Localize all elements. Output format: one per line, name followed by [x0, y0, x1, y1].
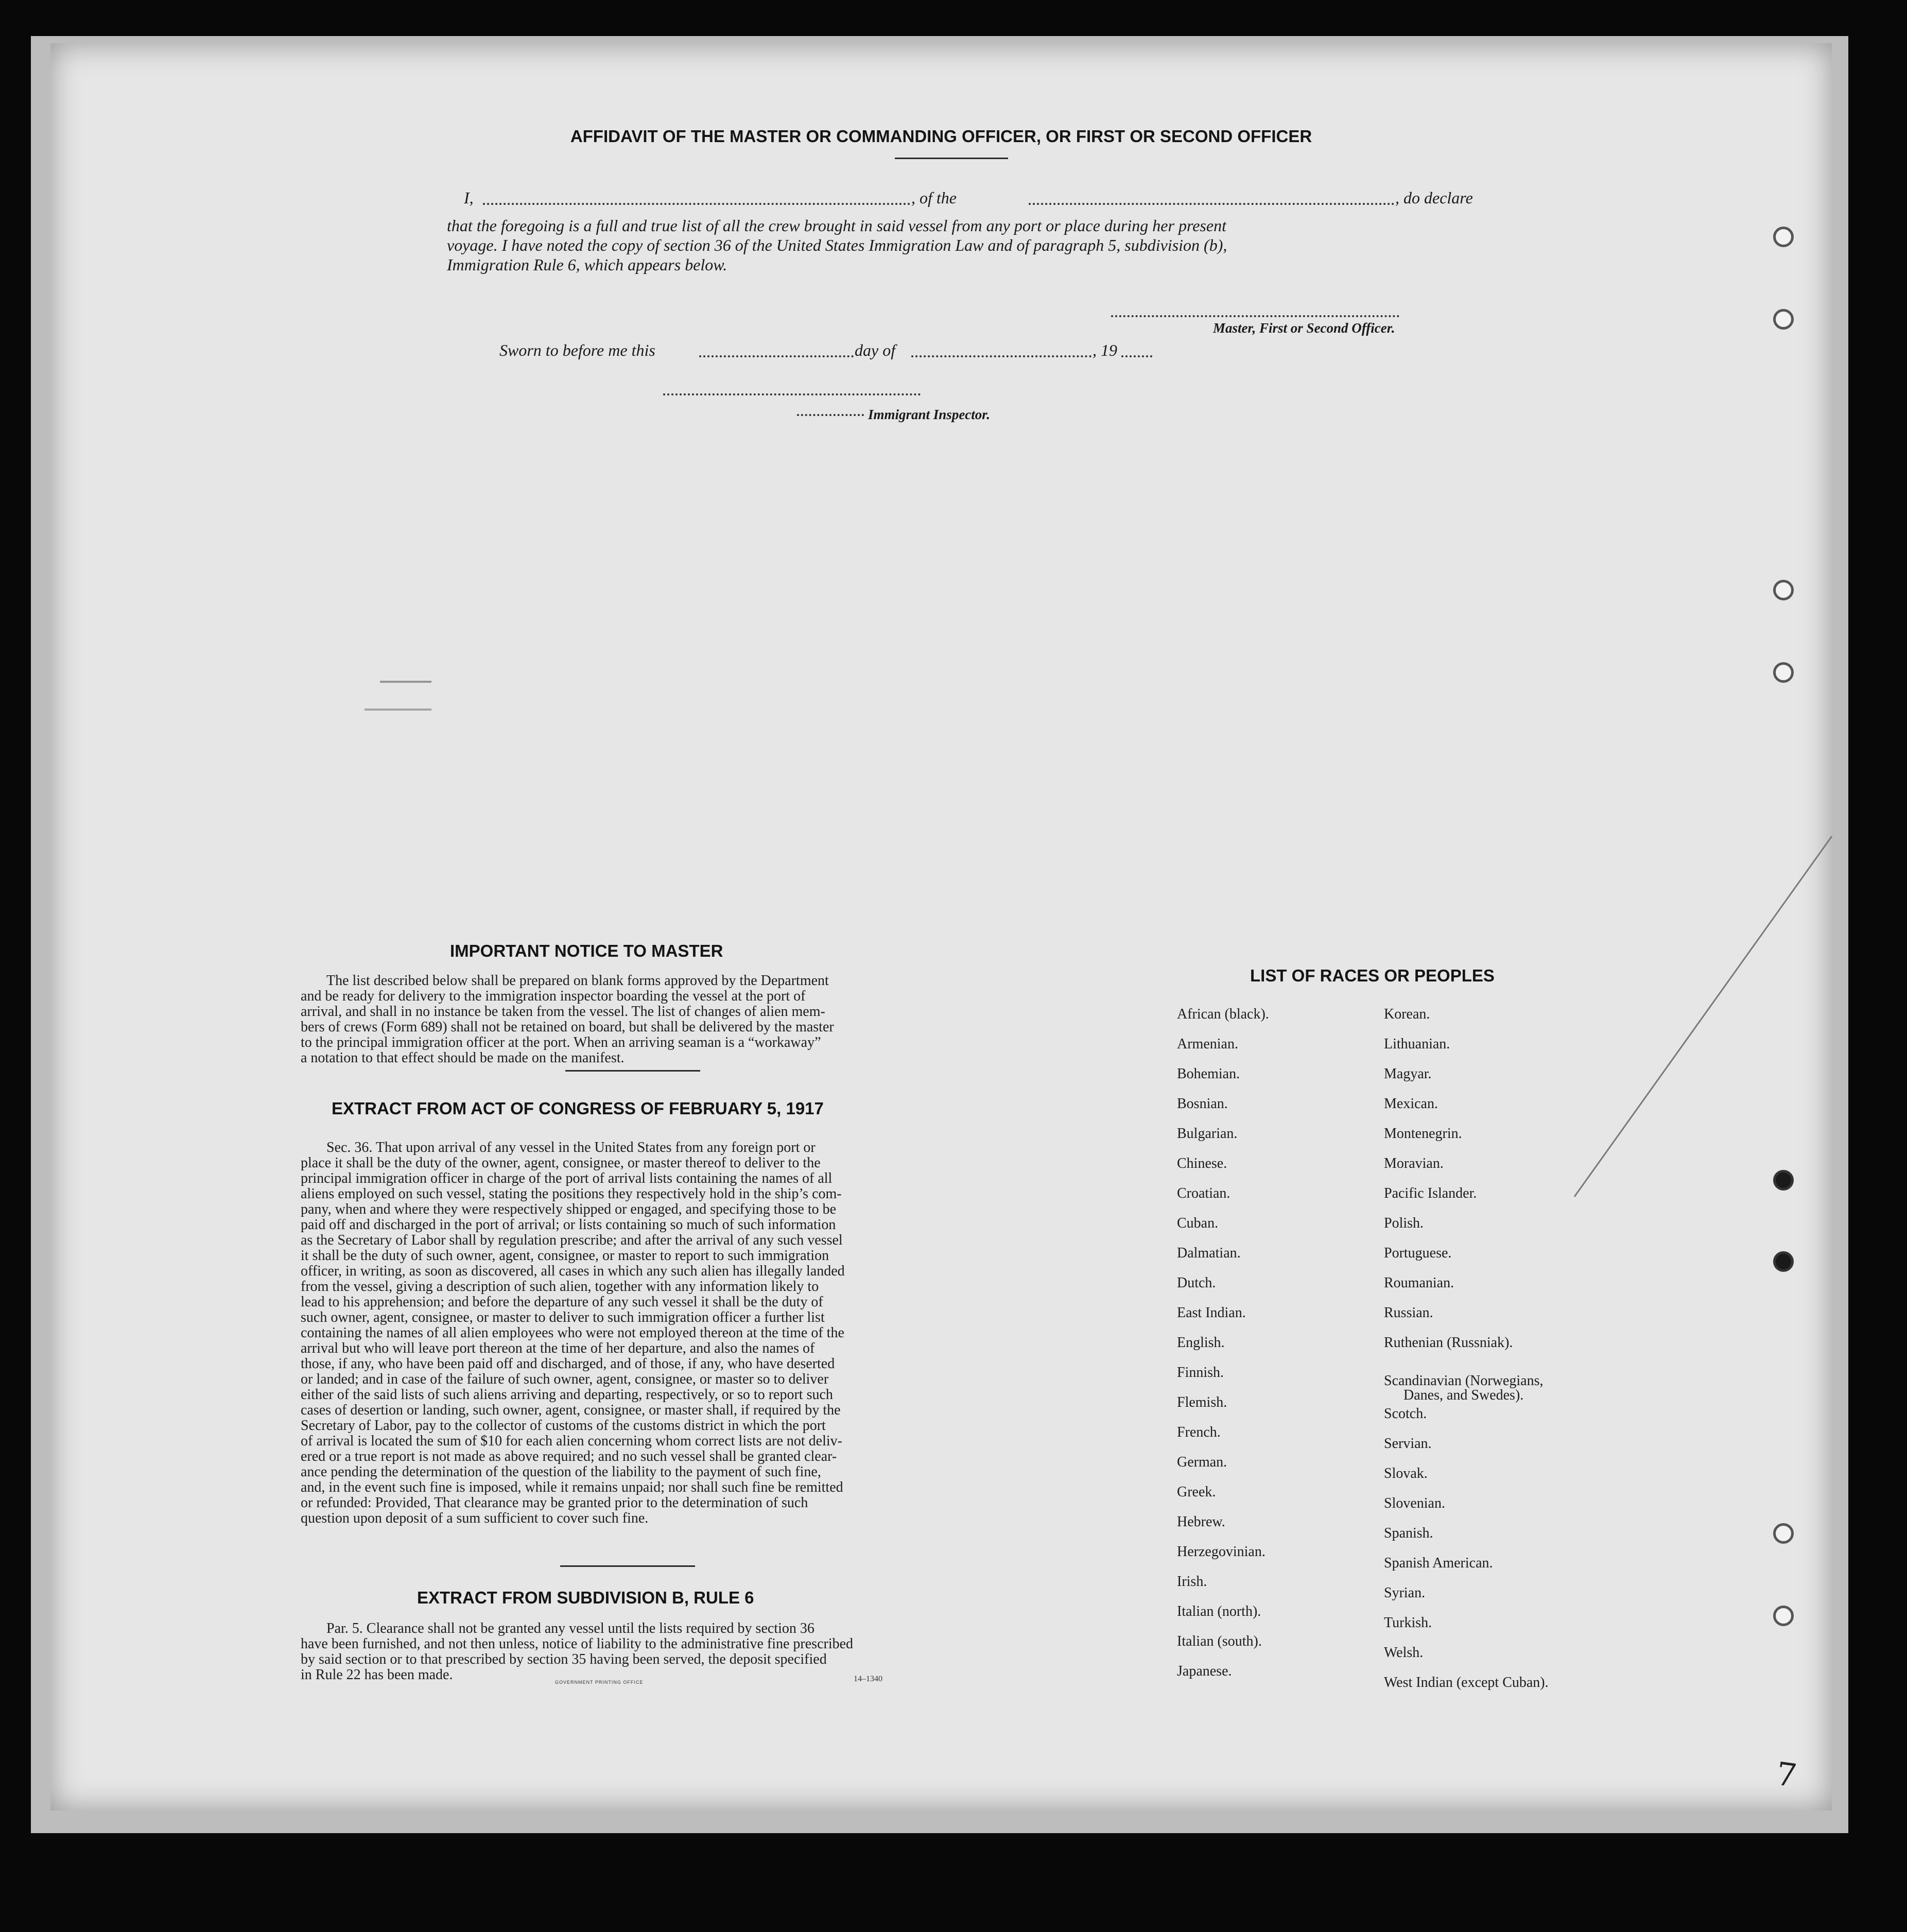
race-left-item: Armenian. — [1177, 1036, 1238, 1052]
race-left-item: Finnish. — [1177, 1365, 1224, 1381]
act-line: Secretary of Labor, pay to the collector of customs of the customs district in which the port — [301, 1418, 826, 1434]
vessel-blank — [1029, 203, 1394, 205]
act-line: question upon deposit of a sum sufficient to cover such fine. — [301, 1510, 649, 1526]
race-left-item: Bohemian. — [1177, 1066, 1240, 1082]
notice-title: IMPORTANT NOTICE TO MASTER — [450, 941, 723, 960]
smudge-mark — [365, 709, 431, 711]
notice-line: arrival, and shall in no instance be taken from the vessel. The list of changes of alien mem- — [301, 1004, 825, 1020]
race-left-item: French. — [1177, 1424, 1221, 1440]
race-right-item: Spanish American. — [1384, 1555, 1493, 1571]
extract-rule-text — [301, 1621, 948, 1683]
race-left-item: Italian (south). — [1177, 1633, 1262, 1649]
affidavit-line-i: I, — [464, 188, 474, 207]
extract-act-text — [301, 1140, 948, 1526]
race-left-item: Bulgarian. — [1177, 1126, 1238, 1142]
act-line: or landed; and in case of the failure of such owner, agent, consignee, or master so to deliver — [301, 1371, 829, 1387]
race-left-item: Dutch. — [1177, 1275, 1216, 1291]
sworn-day-of: day of — [855, 341, 896, 359]
notice-line: bers of crews (Form 689) shall not be retained on board, but shall be delivered by the master — [301, 1019, 834, 1035]
race-left-item: Japanese. — [1177, 1663, 1232, 1679]
race-left-item: East Indian. — [1177, 1305, 1246, 1321]
affidavit-line-2: that the foregoing is a full and true list of all the crew brought in said vessel from any port or place during her present — [447, 216, 1226, 235]
race-right-item: West Indian (except Cuban). — [1384, 1675, 1549, 1691]
act-line: it shall be the duty of such owner, agent, consignee, or master to report to such immigration — [301, 1248, 829, 1264]
signature-blank — [1111, 315, 1399, 317]
act-line: pany, when and where they were respectively shipped or engaged, and specifying those to be — [301, 1201, 837, 1217]
affidavit-do-declare: , do declare — [1395, 188, 1473, 207]
race-left-item: Hebrew. — [1177, 1514, 1225, 1530]
rule-line: have been furnished, and not then unless, notice of liability to the administrative fine prescribed — [301, 1636, 854, 1652]
race-right-item: Russian. — [1384, 1305, 1433, 1321]
paper-crease — [1569, 831, 1837, 1202]
binder-hole — [1773, 1523, 1794, 1544]
act-line: aliens employed on such vessel, stating the positions they respectively hold in the ship’s com- — [301, 1186, 842, 1202]
affidavit-line-3: voyage. I have noted the copy of section 36 of the United States Immigration Law and of paragraph 5, subdivision (b), — [447, 236, 1227, 254]
race-right-item: Mexican. — [1384, 1096, 1438, 1112]
act-line: ered or a true report is not made as above required; and no such vessel shall be granted clear- — [301, 1448, 837, 1464]
binder-hole — [1773, 1251, 1794, 1272]
document-page — [50, 43, 1832, 1810]
rule-line: in Rule 22 has been made. — [301, 1667, 453, 1683]
race-right-item: Montenegrin. — [1384, 1126, 1462, 1142]
race-right-item: Slovenian. — [1384, 1495, 1445, 1511]
race-right-item: Ruthenian (Russniak). — [1384, 1335, 1513, 1351]
inspector-label: Immigrant Inspector. — [868, 407, 991, 422]
notice-line: a notation to that effect should be made on the manifest. — [301, 1050, 625, 1066]
sworn-year-blank — [1121, 355, 1152, 357]
act-line: containing the names of all alien employees who were not employed thereon at the time of the — [301, 1325, 844, 1341]
act-line: and, in the event such fine is imposed, while it remains unpaid; nor shall such fine be remitted — [301, 1479, 843, 1495]
race-right-item: Syrian. — [1384, 1585, 1426, 1601]
act-line: lead to his apprehension; and before the departure of any such vessel it shall be the duty of — [301, 1294, 823, 1310]
act-rule — [560, 1565, 695, 1567]
act-line: cases of desertion or landing, such owner, agent, consignee, or master shall, if required by the — [301, 1402, 841, 1418]
act-line: of arrival is located the sum of $10 for each alien concerning whom correct lists are not deliv- — [301, 1433, 842, 1449]
affidavit-of-the: , of the — [911, 188, 957, 207]
form-number: 14–1340 — [854, 1675, 882, 1683]
race-left-item: Irish. — [1177, 1574, 1207, 1590]
act-line: paid off and discharged in the port of arrival; or lists containing so much of such information — [301, 1217, 836, 1233]
race-right-item: Danes, and Swedes). — [1403, 1387, 1524, 1403]
act-line: arrival but who will leave port thereon at the time of her departure, and also the names of — [301, 1340, 815, 1356]
act-line: officer, in writing, as soon as discovered, all cases in which any such alien has illegally landed — [301, 1263, 845, 1279]
race-left-item: Dalmatian. — [1177, 1245, 1241, 1261]
sworn-year: , 19 — [1093, 341, 1117, 359]
signature-label: Master, First or Second Officer. — [1213, 320, 1395, 336]
act-line: ance pending the determination of the question of the liability to the payment of such fine, — [301, 1464, 821, 1480]
affidavit-line-4: Immigration Rule 6, which appears below. — [447, 255, 727, 274]
race-right-item: Portuguese. — [1384, 1245, 1452, 1261]
race-left-item: Bosnian. — [1177, 1096, 1228, 1112]
sworn-prefix: Sworn to before me this — [499, 341, 655, 359]
act-line: from the vessel, giving a description of such alien, together with any information likely to — [301, 1279, 819, 1295]
race-left-item: Flemish. — [1177, 1394, 1227, 1410]
handwritten-mark: 7 — [1774, 1754, 1799, 1795]
race-left-item: African (black). — [1177, 1006, 1269, 1022]
race-left-item: Croatian. — [1177, 1185, 1230, 1201]
race-right-item: Servian. — [1384, 1436, 1432, 1452]
binder-hole — [1773, 309, 1794, 330]
race-right-item: Moravian. — [1384, 1155, 1444, 1171]
act-line: either of the said lists of such aliens arriving and departing, respectively, or so to report such — [301, 1387, 833, 1403]
smudge-mark — [380, 681, 431, 683]
act-line: place it shall be the duty of the owner, agent, consignee, or master thereof to deliver to the — [301, 1155, 821, 1171]
printer-imprint: GOVERNMENT PRINTING OFFICE — [555, 1680, 644, 1685]
binder-hole — [1773, 227, 1794, 247]
race-right-item: Roumanian. — [1384, 1275, 1454, 1291]
extract-act-title: EXTRACT FROM ACT OF CONGRESS OF FEBRUARY 5, 1917 — [332, 1099, 824, 1118]
race-left-item: Chinese. — [1177, 1155, 1227, 1171]
race-right-item: Magyar. — [1384, 1066, 1432, 1082]
race-right-item: Scandinavian (Norwegians, — [1384, 1373, 1544, 1389]
affidavit-title-rule — [895, 158, 1008, 159]
race-right-item: Pacific Islander. — [1384, 1185, 1477, 1201]
race-right-item: Scotch. — [1384, 1406, 1427, 1422]
race-left-item: Italian (north). — [1177, 1603, 1261, 1619]
notice-text — [301, 973, 948, 1066]
race-right-item: Welsh. — [1384, 1645, 1424, 1661]
inspector-signature-blank — [663, 393, 921, 395]
races-title: LIST OF RACES OR PEOPLES — [1250, 966, 1495, 985]
binder-hole — [1773, 662, 1794, 683]
act-line: or refunded: Provided, That clearance may be granted prior to the determination of such — [301, 1495, 808, 1511]
sworn-month-blank — [911, 355, 1091, 357]
extract-rule-title: EXTRACT FROM SUBDIVISION B, RULE 6 — [417, 1588, 754, 1607]
notice-line: and be ready for delivery to the immigration inspector boarding the vessel at the port of — [301, 988, 806, 1004]
race-right-item: Spanish. — [1384, 1525, 1433, 1541]
notice-line: to the principal immigration officer at the port. When an arriving seaman is a “workaway” — [301, 1034, 821, 1050]
race-right-item: Turkish. — [1384, 1615, 1432, 1631]
race-right-item: Korean. — [1384, 1006, 1430, 1022]
race-left-item: German. — [1177, 1454, 1227, 1470]
race-left-item: Herzegovinian. — [1177, 1544, 1265, 1560]
rule-line: Par. 5. Clearance shall not be granted any vessel until the lists required by section 36 — [326, 1620, 814, 1636]
act-line: Sec. 36. That upon arrival of any vessel in the United States from any foreign port or — [326, 1140, 816, 1155]
act-line: as the Secretary of Labor shall by regulation prescribe; and after the arrival of any such vessel — [301, 1232, 843, 1248]
race-left-item: Greek. — [1177, 1484, 1216, 1500]
affidavit-title: AFFIDAVIT OF THE MASTER OR COMMANDING OFFICER, OR FIRST OR SECOND OFFICER — [570, 127, 1312, 146]
race-right-item: Slovak. — [1384, 1465, 1428, 1481]
binder-hole — [1773, 580, 1794, 600]
binder-hole — [1773, 1606, 1794, 1626]
inspector-prefix-blank — [797, 414, 864, 416]
rule-line: by said section or to that prescribed by section 35 having been served, the deposit specified — [301, 1651, 827, 1667]
race-left-item: Cuban. — [1177, 1215, 1219, 1231]
notice-rule — [565, 1070, 700, 1072]
act-line: those, if any, who have been paid off and discharged, and of those, if any, who have deserted — [301, 1356, 835, 1372]
race-right-item: Lithuanian. — [1384, 1036, 1450, 1052]
name-blank — [483, 203, 910, 205]
act-line: such owner, agent, consignee, or master to deliver to such immigration officer a further list — [301, 1309, 825, 1325]
sworn-day-blank — [699, 355, 854, 357]
act-line: principal immigration officer in charge of the port of arrival lists containing the names of all — [301, 1170, 833, 1186]
race-right-item: Polish. — [1384, 1215, 1424, 1231]
notice-line: The list described below shall be prepared on blank forms approved by the Department — [326, 973, 829, 989]
race-left-item: English. — [1177, 1335, 1225, 1351]
